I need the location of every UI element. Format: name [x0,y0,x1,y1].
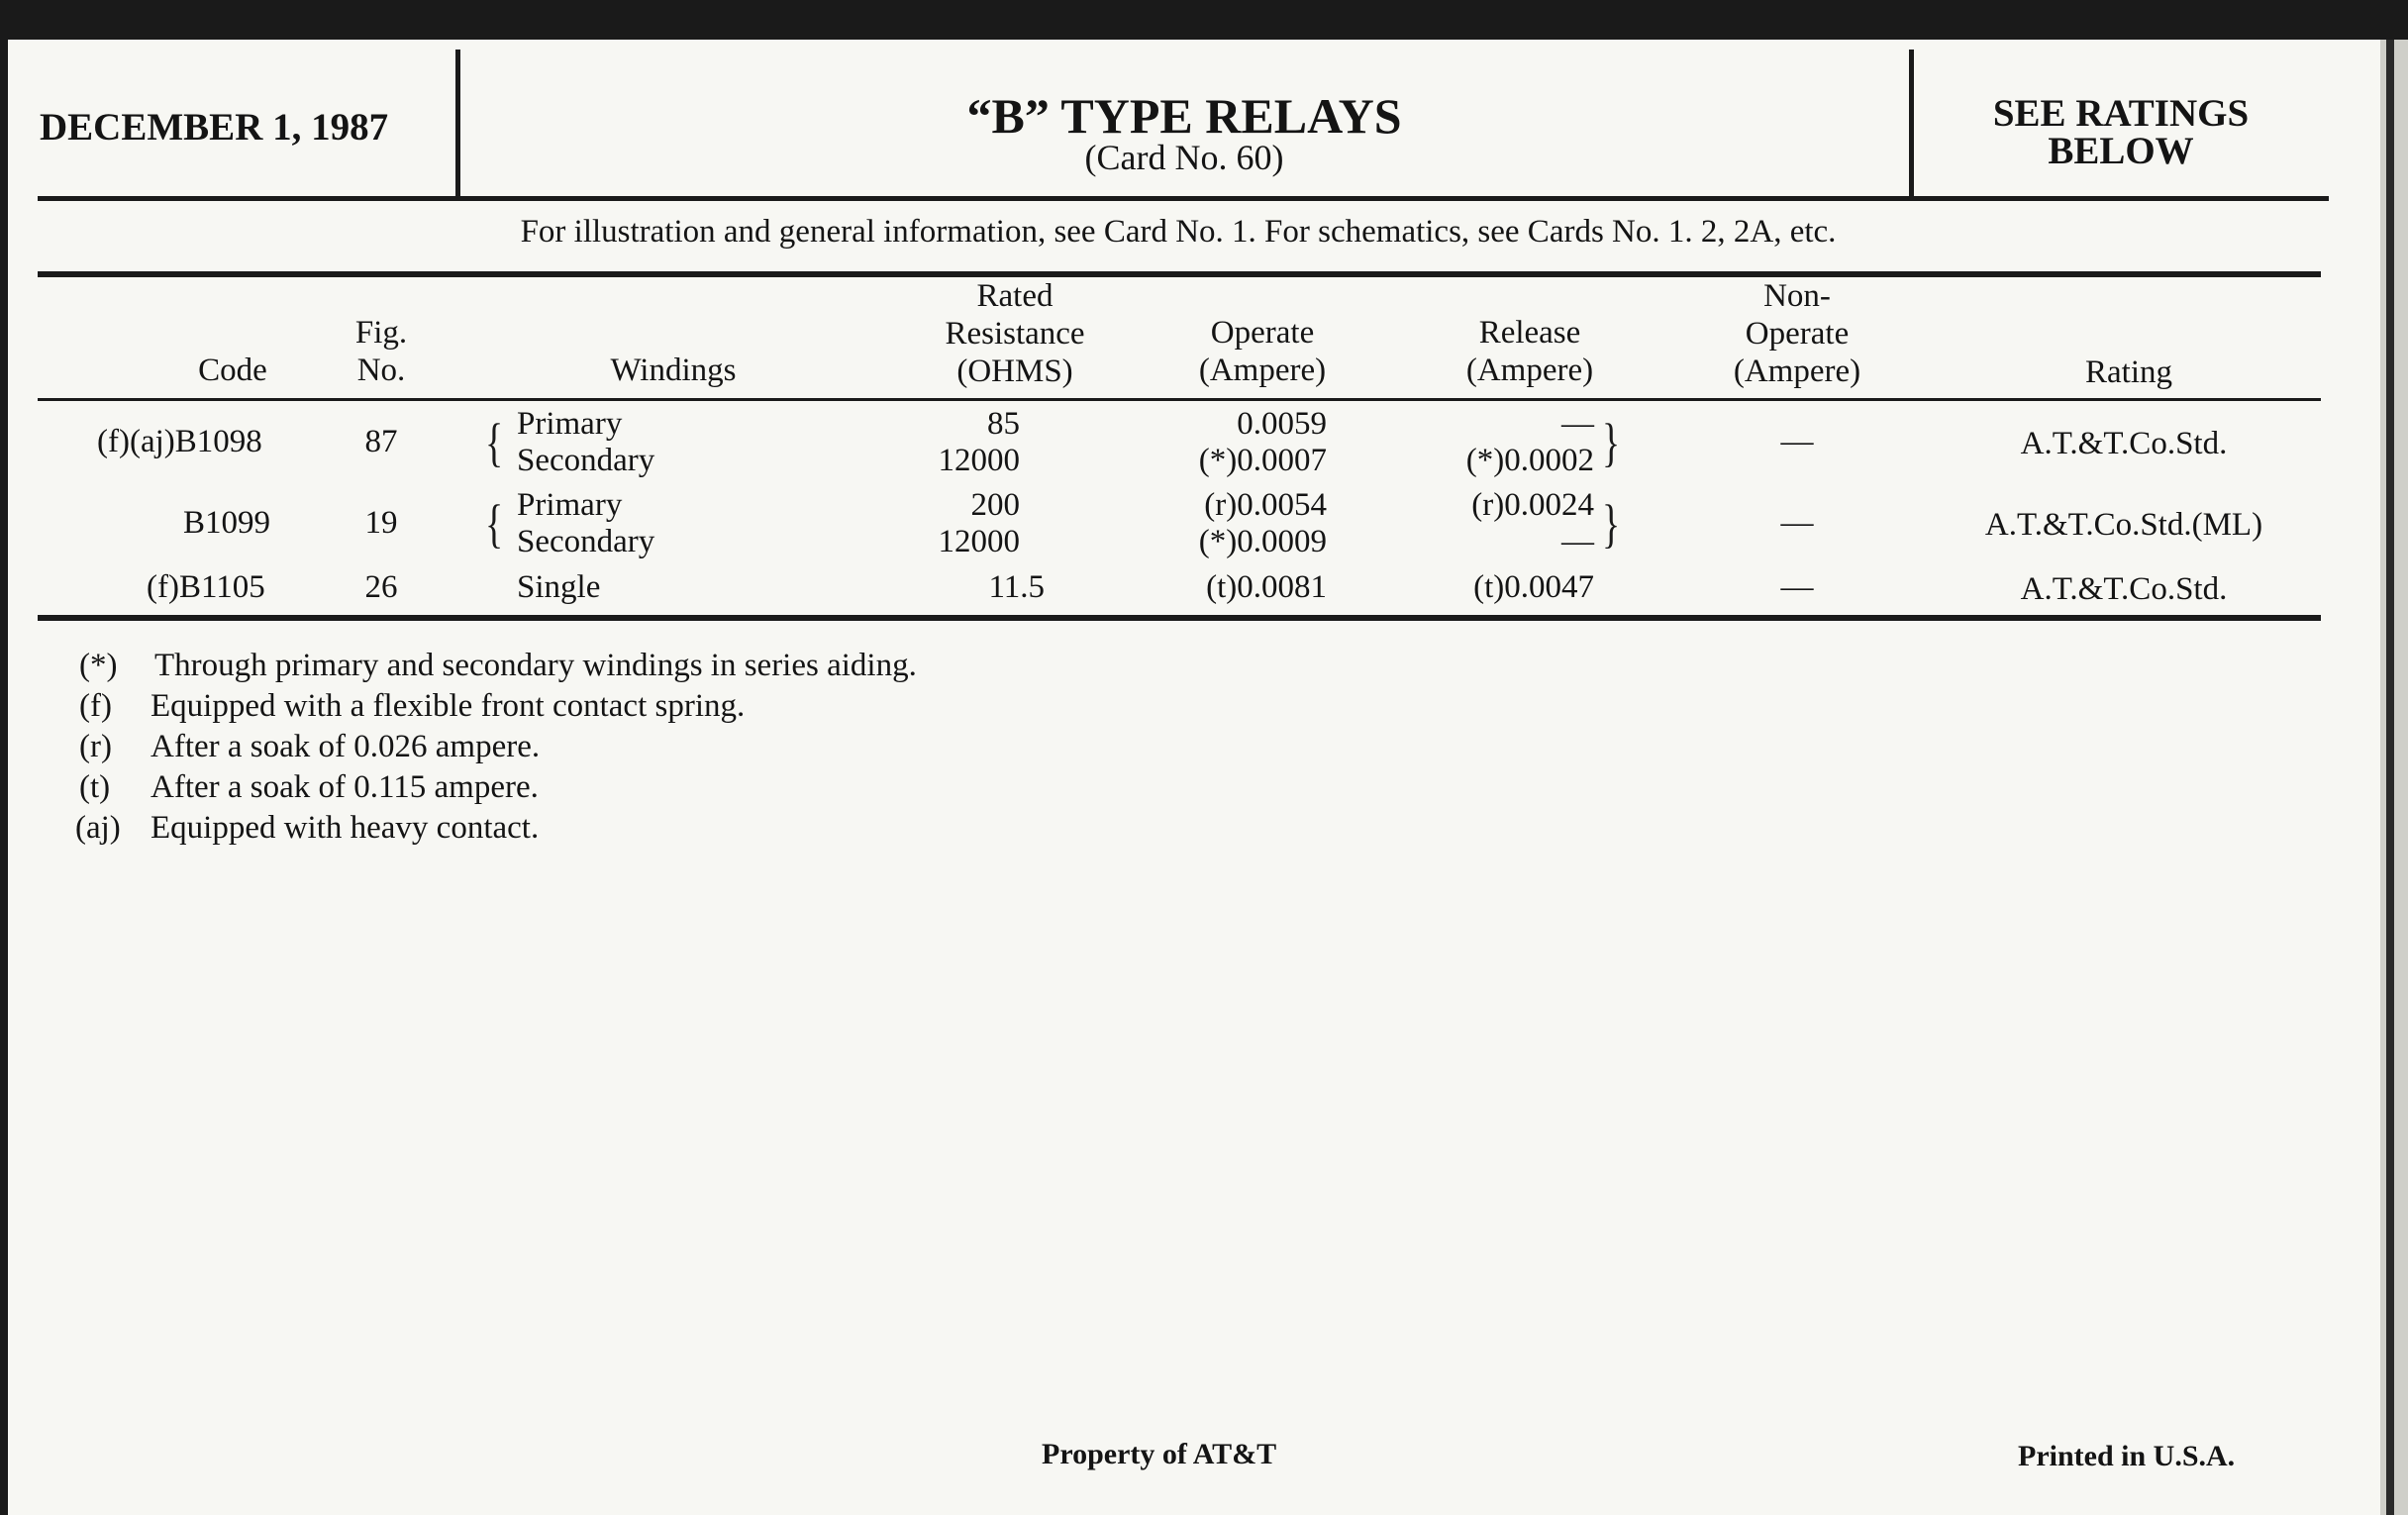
footnote-text: Through primary and secondary windings in series aiding. [154,648,917,683]
footnote-key: (*) [79,648,118,683]
resistance-primary: 200 [970,487,1020,523]
header-rating: Rating [2085,354,2172,390]
operate-primary: (r)0.0054 [1204,487,1327,523]
windings-brace-left: { [485,494,504,554]
row-non-operate: — [1780,424,1814,459]
header-non-operate: Non- Operate (Ampere) [1733,278,1861,389]
header-operate: Operate (Ampere) [1198,315,1327,388]
release-primary: (r)0.0024 [1471,487,1594,523]
resistance-single: 11.5 [988,569,1045,605]
footnote-text: Equipped with heavy contact. [150,810,540,846]
release-brace-right: } [1602,494,1621,554]
footer-printed: Printed in U.S.A. [2018,1440,2236,1472]
row-fig: 87 [364,424,398,459]
info-line: For illustration and general information, see Card No. 1. For schematics, see Cards No. 1. 2, 2A, etc. [520,214,1837,250]
row-non-operate: — [1780,505,1814,541]
winding-primary: Primary [517,487,623,523]
header-code: Code [198,353,267,388]
row-fig: 19 [364,505,398,541]
footnote-key: (r) [79,729,112,764]
footer-property: Property of AT&T [1042,1438,1277,1470]
row-code: B1099 [183,505,271,541]
ratings-line-1: SEE RATINGS [1992,92,2250,135]
card-edge [2380,40,2408,1515]
table-header-rule [38,398,2321,401]
footnote-key: (f) [79,688,112,724]
release-brace-right: } [1602,413,1621,472]
operate-secondary: (*)0.0007 [1198,443,1327,478]
header-fig: Fig. No. [354,315,408,388]
winding-primary: Primary [517,406,623,442]
release-secondary: — [1561,524,1594,559]
row-code: (f)(aj)B1098 [97,424,262,459]
row-fig: 26 [364,569,398,605]
footnote-text: After a soak of 0.115 ampere. [150,769,539,805]
operate-secondary: (*)0.0009 [1198,524,1327,559]
row-rating: A.T.&T.Co.Std.(ML) [1984,507,2263,543]
resistance-primary: 85 [987,406,1020,442]
resistance-secondary: 12000 [938,443,1020,478]
resistance-secondary: 12000 [938,524,1020,559]
ratings-note [1913,92,2329,172]
winding-secondary: Secondary [517,443,655,478]
card-number: (Card No. 60) [1084,138,1284,177]
row-code: (f)B1105 [147,569,265,605]
row-non-operate: — [1780,569,1814,605]
header-rule [38,196,2329,201]
release-single: (t)0.0047 [1473,569,1594,605]
winding-single: Single [517,569,601,605]
release-secondary: (*)0.0002 [1465,443,1594,478]
footnote-text: After a soak of 0.026 ampere. [150,729,541,764]
windings-brace-left: { [485,413,504,472]
ratings-line-2: BELOW [2048,130,2194,172]
row-rating: A.T.&T.Co.Std. [2020,571,2228,607]
card-title: “B” TYPE RELAYS [966,88,1402,144]
winding-secondary: Secondary [517,524,655,559]
card-date: DECEMBER 1, 1987 [40,106,389,149]
release-primary: — [1561,406,1594,442]
footnote-text: Equipped with a flexible front contact spring. [150,688,746,724]
footnote-key: (aj) [75,810,121,846]
header-windings: Windings [610,353,737,388]
operate-primary: 0.0059 [1237,406,1327,442]
header-rated-resistance: Rated Resistance (OHMS) [945,278,1085,389]
header-release: Release (Ampere) [1465,315,1594,388]
table-bottom-rule [38,615,2321,621]
table-top-rule [38,271,2321,277]
row-rating: A.T.&T.Co.Std. [2020,426,2228,461]
operate-single: (t)0.0081 [1206,569,1327,605]
footnotes [75,648,1168,856]
footnote-key: (t) [79,769,111,805]
